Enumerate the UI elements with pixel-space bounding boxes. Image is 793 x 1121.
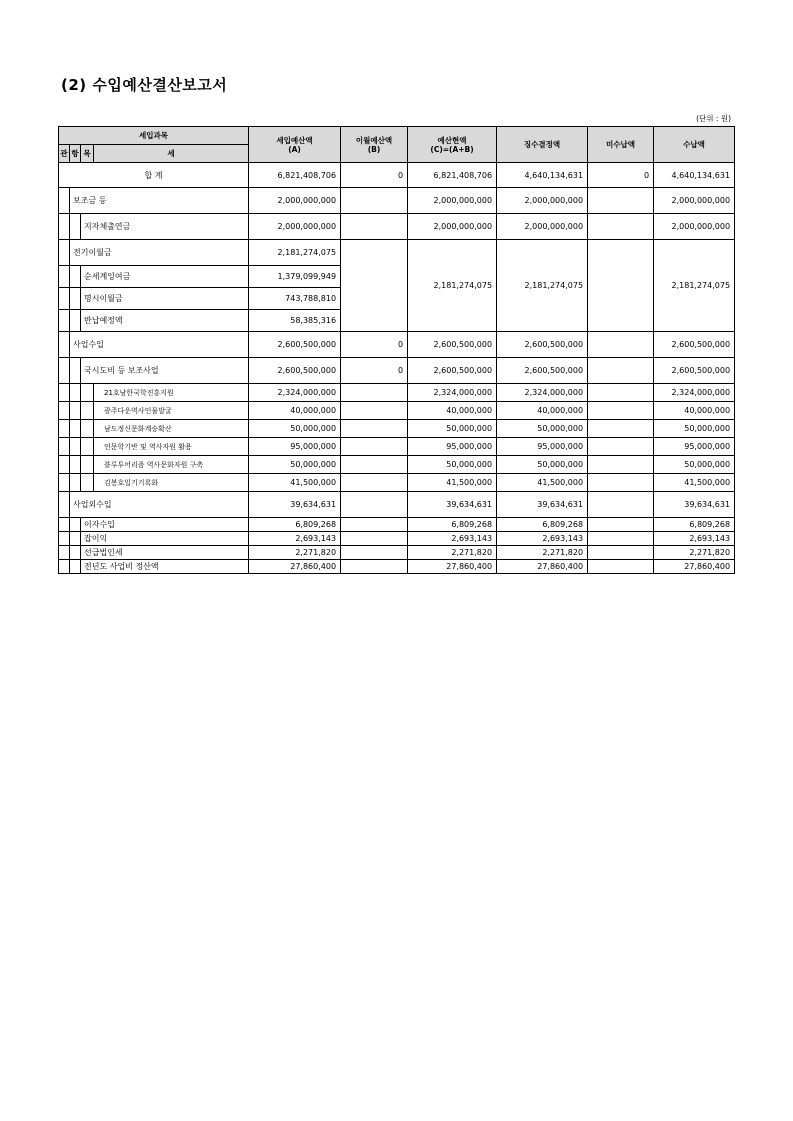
cell-c: 2,600,500,000 <box>408 332 497 358</box>
cell-d: 4,640,134,631 <box>497 163 588 188</box>
cell-e: 0 <box>588 163 654 188</box>
cell-a: 39,634,631 <box>249 492 341 518</box>
row-label: 명시이월금 <box>81 288 249 310</box>
cell-a: 40,000,000 <box>249 402 341 420</box>
header-sub: 세 <box>94 145 249 163</box>
cell-c: 2,000,000,000 <box>408 188 497 214</box>
table-row <box>59 402 735 420</box>
cell-a: 6,821,408,706 <box>249 163 341 188</box>
cell-a: 2,271,820 <box>249 546 341 560</box>
cell-c: 2,693,143 <box>408 532 497 546</box>
cell-d: 40,000,000 <box>497 402 588 420</box>
cell-f: 2,693,143 <box>654 532 735 546</box>
cell-f: 2,000,000,000 <box>654 214 735 240</box>
header-col-a: 세입예산액 (A) <box>249 127 341 163</box>
row-label: 21호남한국학진흥지원 <box>94 384 249 402</box>
table-row <box>59 492 735 518</box>
cell-f: 41,500,000 <box>654 474 735 492</box>
cell-f: 2,600,500,000 <box>654 332 735 358</box>
cell-a: 2,324,000,000 <box>249 384 341 402</box>
cell-b: 0 <box>341 163 408 188</box>
row-label: 광주다운역사인물발굴 <box>94 402 249 420</box>
cell-f: 95,000,000 <box>654 438 735 456</box>
cell-c: 2,324,000,000 <box>408 384 497 402</box>
cell-c: 39,634,631 <box>408 492 497 518</box>
header-row <box>59 127 735 145</box>
table-row <box>59 332 735 358</box>
cell-c: 40,000,000 <box>408 402 497 420</box>
cell-a: 58,385,316 <box>249 310 341 332</box>
cell-d: 50,000,000 <box>497 456 588 474</box>
cell-d: 27,860,400 <box>497 560 588 574</box>
total-label: 합 계 <box>59 163 249 188</box>
row-label: 국시도비 등 보조사업 <box>81 358 249 384</box>
total-row <box>59 163 735 188</box>
table-row <box>59 532 735 546</box>
table-row <box>59 560 735 574</box>
row-label: 블루투어리즘 역사문화자원 구축 <box>94 456 249 474</box>
header-mok: 목 <box>81 145 94 163</box>
row-label: 잡이익 <box>81 532 249 546</box>
cell-c: 2,600,500,000 <box>408 358 497 384</box>
cell-a: 2,693,143 <box>249 532 341 546</box>
cell-a: 95,000,000 <box>249 438 341 456</box>
row-label: 남도정신문화계승확산 <box>94 420 249 438</box>
cell-d-merged: 2,181,274,075 <box>497 240 588 332</box>
cell-d: 2,324,000,000 <box>497 384 588 402</box>
cell-f: 2,271,820 <box>654 546 735 560</box>
cell-f: 6,809,268 <box>654 518 735 532</box>
cell-c: 95,000,000 <box>408 438 497 456</box>
header-account: 세입과목 <box>59 127 249 145</box>
header-col-e: 미수납액 <box>588 127 654 163</box>
row-label: 선급법인세 <box>81 546 249 560</box>
table-row <box>59 546 735 560</box>
cell-a: 1,379,099,949 <box>249 266 341 288</box>
cell-c-merged: 2,181,274,075 <box>408 240 497 332</box>
page-title: (2) 수입예산결산보고서 <box>61 76 228 94</box>
header-hang: 항 <box>70 145 81 163</box>
cell-c: 6,821,408,706 <box>408 163 497 188</box>
cell-a: 2,000,000,000 <box>249 188 341 214</box>
table-row <box>59 240 735 266</box>
table-row <box>59 214 735 240</box>
cell-f: 27,860,400 <box>654 560 735 574</box>
unit-label: (단위 : 원) <box>696 114 731 123</box>
header-col-c: 예산현액 (C)=(A+B) <box>408 127 497 163</box>
cell-d: 2,600,500,000 <box>497 332 588 358</box>
cell-a: 2,000,000,000 <box>249 214 341 240</box>
header-col-d: 징수결정액 <box>497 127 588 163</box>
table-row <box>59 518 735 532</box>
cell-a: 41,500,000 <box>249 474 341 492</box>
cell-f: 4,640,134,631 <box>654 163 735 188</box>
cell-d: 2,600,500,000 <box>497 358 588 384</box>
header-gwan: 관 <box>59 145 70 163</box>
cell-b: 0 <box>341 358 408 384</box>
row-label: 순세계잉여금 <box>81 266 249 288</box>
row-label: 지자체출연금 <box>81 214 249 240</box>
cell-d: 2,000,000,000 <box>497 214 588 240</box>
cell-a: 50,000,000 <box>249 456 341 474</box>
row-label: 인문학기반 및 역사자원 활용 <box>94 438 249 456</box>
cell-d: 41,500,000 <box>497 474 588 492</box>
cell-f: 50,000,000 <box>654 456 735 474</box>
cell-c: 2,000,000,000 <box>408 214 497 240</box>
budget-settlement-table <box>58 126 735 574</box>
row-label: 김봉호일기기록화 <box>94 474 249 492</box>
cell-a: 50,000,000 <box>249 420 341 438</box>
cell-f: 2,600,500,000 <box>654 358 735 384</box>
cell-d: 50,000,000 <box>497 420 588 438</box>
cell-a: 27,860,400 <box>249 560 341 574</box>
cell-b: 0 <box>341 332 408 358</box>
row-label: 전기이월금 <box>70 240 249 266</box>
header-col-f: 수납액 <box>654 127 735 163</box>
cell-d: 2,000,000,000 <box>497 188 588 214</box>
row-label: 보조금 등 <box>70 188 249 214</box>
cell-c: 6,809,268 <box>408 518 497 532</box>
cell-d: 2,693,143 <box>497 532 588 546</box>
table-row <box>59 438 735 456</box>
cell-c: 27,860,400 <box>408 560 497 574</box>
table-row <box>59 188 735 214</box>
cell-f: 2,000,000,000 <box>654 188 735 214</box>
cell-d: 6,809,268 <box>497 518 588 532</box>
cell-c: 50,000,000 <box>408 420 497 438</box>
cell-f: 40,000,000 <box>654 402 735 420</box>
cell-f: 50,000,000 <box>654 420 735 438</box>
table-row <box>59 384 735 402</box>
cell-d: 39,634,631 <box>497 492 588 518</box>
cell-c: 50,000,000 <box>408 456 497 474</box>
cell-d: 95,000,000 <box>497 438 588 456</box>
cell-a: 2,181,274,075 <box>249 240 341 266</box>
cell-c: 41,500,000 <box>408 474 497 492</box>
row-label: 반납예정액 <box>81 310 249 332</box>
row-label: 전년도 사업비 정산액 <box>81 560 249 574</box>
cell-d: 2,271,820 <box>497 546 588 560</box>
row-label: 사업외수입 <box>70 492 249 518</box>
table-row <box>59 358 735 384</box>
cell-f: 39,634,631 <box>654 492 735 518</box>
table-row <box>59 420 735 438</box>
cell-f-merged: 2,181,274,075 <box>654 240 735 332</box>
row-label: 이자수입 <box>81 518 249 532</box>
row-label: 사업수입 <box>70 332 249 358</box>
table-row <box>59 456 735 474</box>
cell-a: 743,788,810 <box>249 288 341 310</box>
cell-a: 6,809,268 <box>249 518 341 532</box>
cell-c: 2,271,820 <box>408 546 497 560</box>
header-col-b: 이월예산액 (B) <box>341 127 408 163</box>
cell-a: 2,600,500,000 <box>249 332 341 358</box>
cell-a: 2,600,500,000 <box>249 358 341 384</box>
table-row <box>59 474 735 492</box>
cell-f: 2,324,000,000 <box>654 384 735 402</box>
